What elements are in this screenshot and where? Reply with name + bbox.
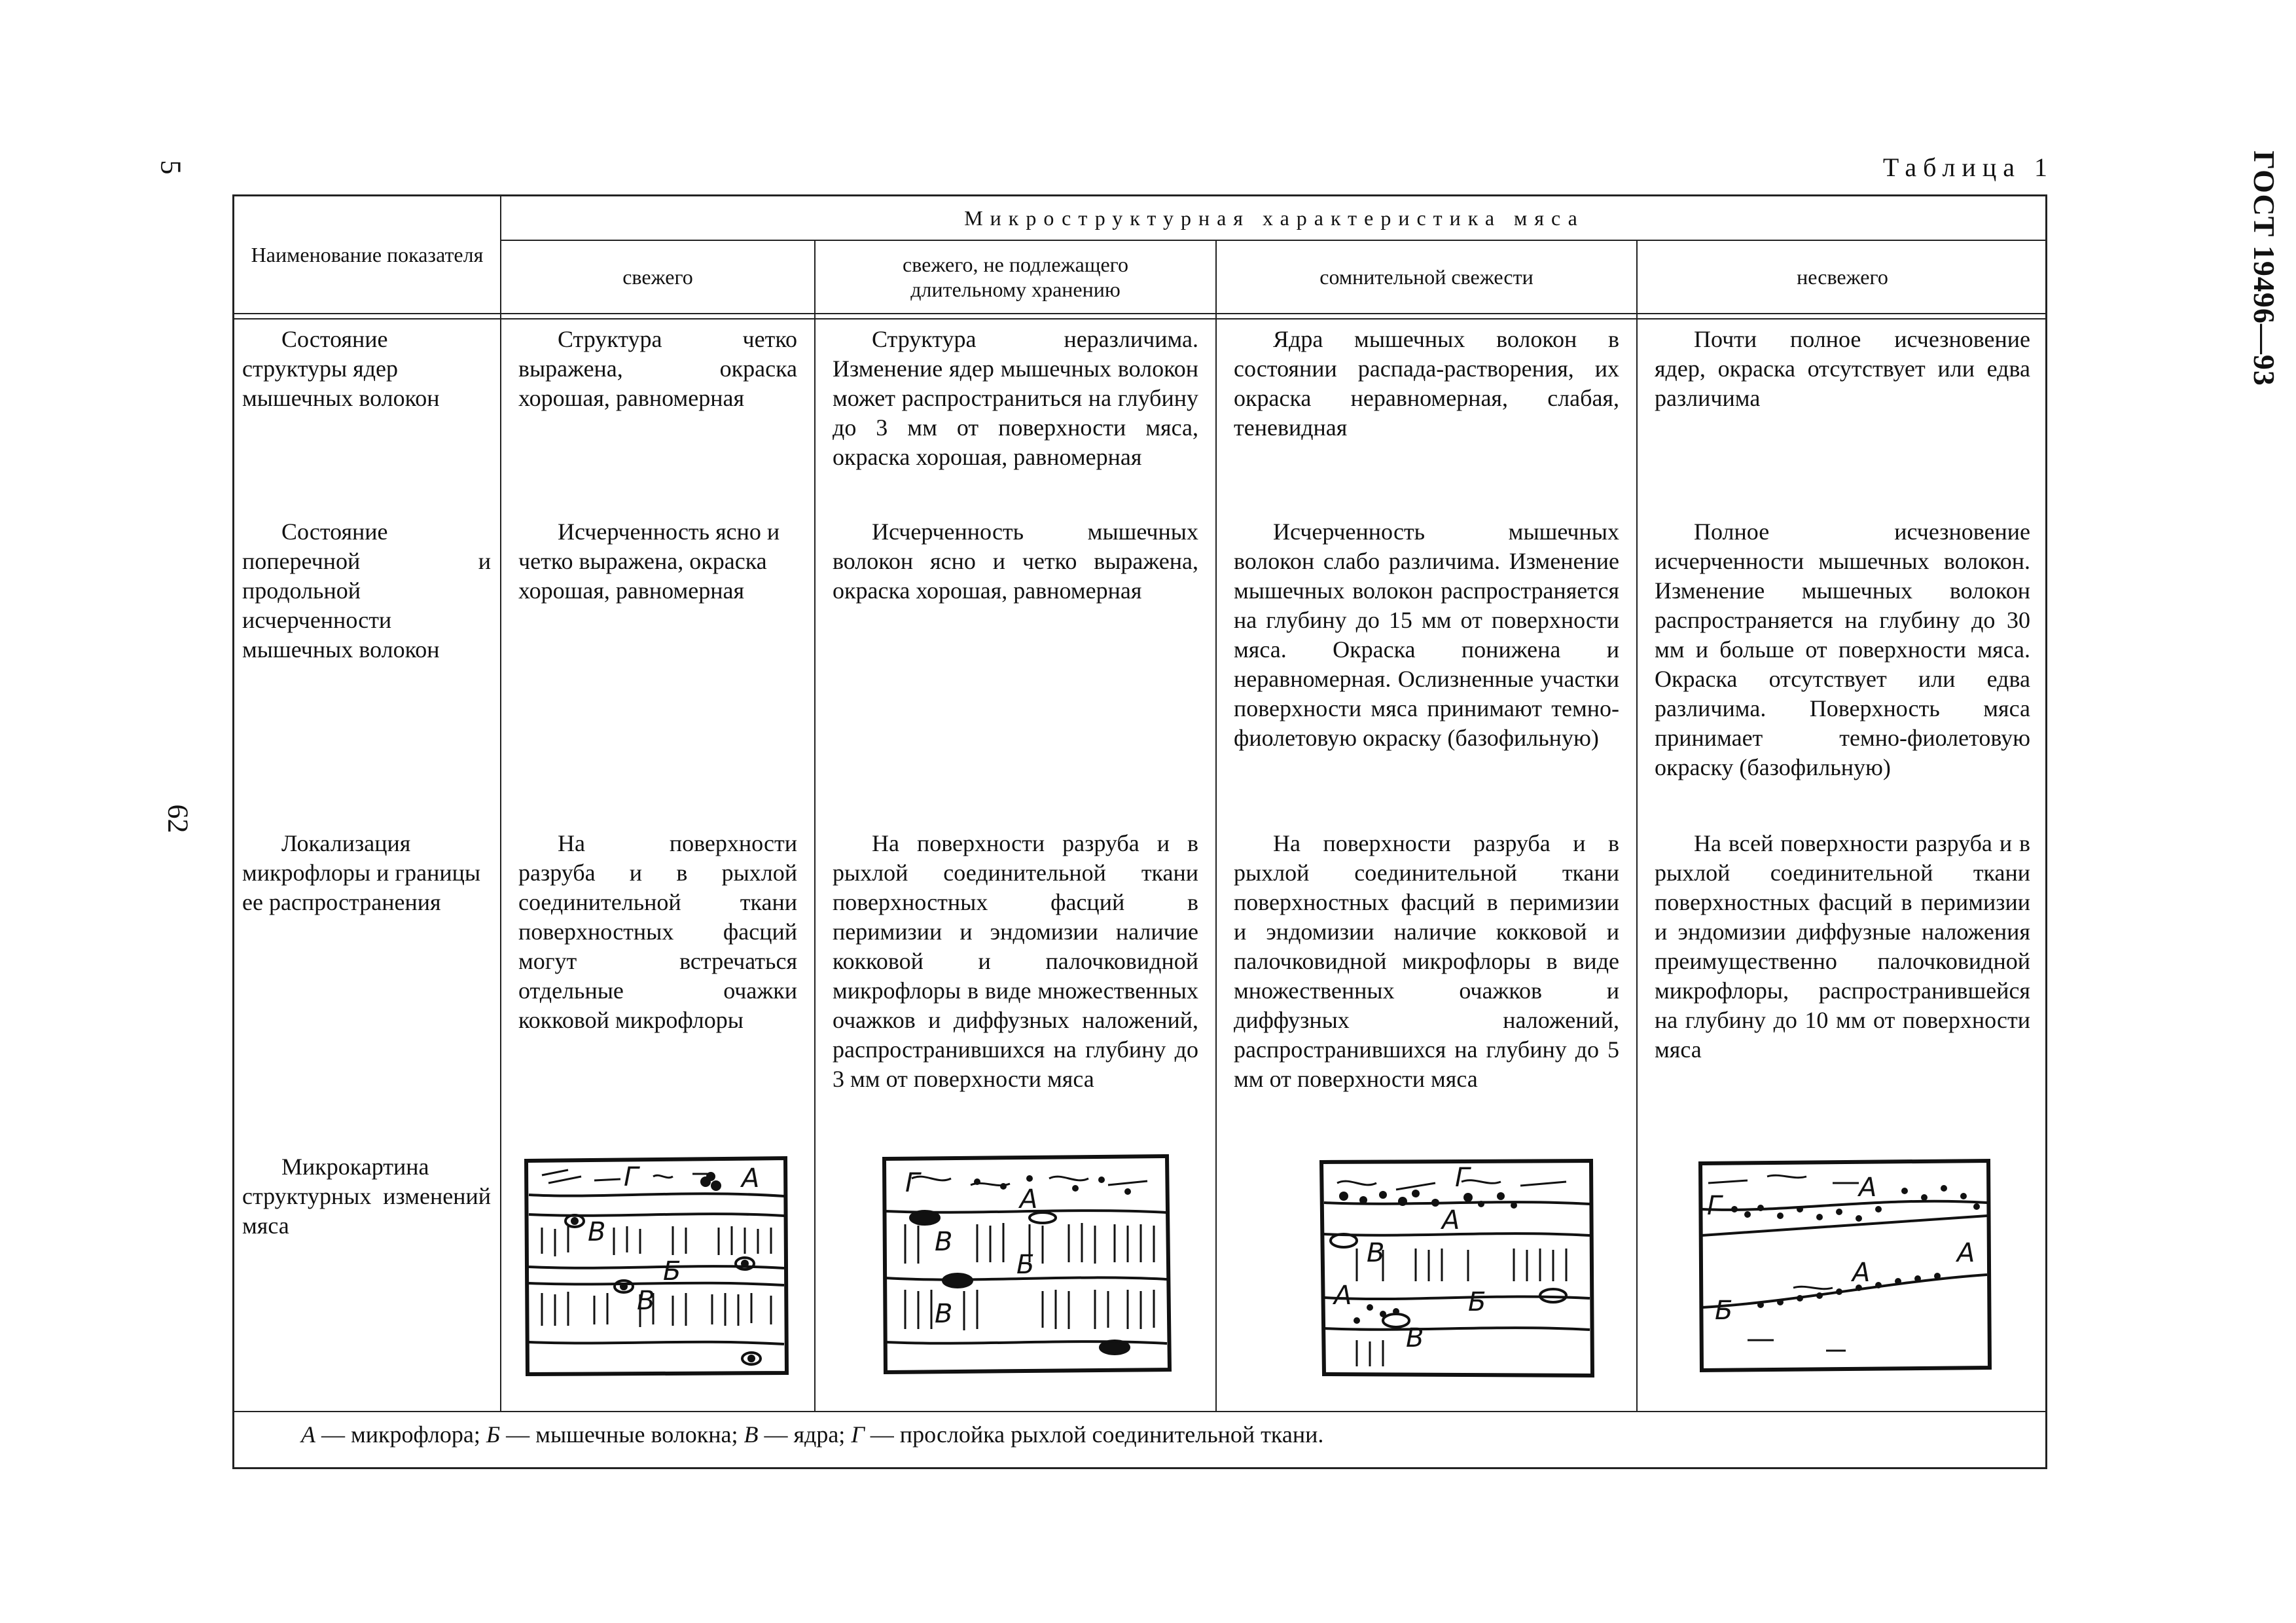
pic4-label-b: Б	[1715, 1296, 1733, 1326]
cell-striation-short-storage: Исчерченность мышечных волокон ясно и четко выражена, окраска хорошая, равномерная	[833, 519, 1198, 604]
row-name-microflora: Локализация микрофлоры и границы ее распространения	[242, 830, 481, 915]
pic2-label-b: Б	[1016, 1250, 1035, 1280]
table-legend	[301, 1421, 1323, 1448]
cell-nuclei-doubtful: Ядра мышечных волокон в состоянии распада-растворения, их окраска неравномерная, слабая, теневидная	[1234, 326, 1619, 441]
pic2-label-v2: В	[935, 1299, 953, 1329]
micro-picture-doubtful	[1318, 1157, 1596, 1379]
header-group: Микроструктурная характеристика мяса	[964, 206, 1585, 230]
cell-microflora-stale: На всей поверхности разруба и в рыхлой соединительной ткани поверхностных фасций в перимизии и эндомизии диффузные наложения преимущественно палочковидной микрофлоры, распространившейся на глубину до 10 мм от поверхности мяса	[1655, 830, 2030, 1063]
pic2-label-v: В	[935, 1227, 953, 1257]
pic1-label-g: Г	[624, 1162, 639, 1192]
legend-text-a: — микрофлора;	[315, 1421, 486, 1448]
legend-letter-v: В	[744, 1421, 759, 1448]
micro-picture-short-storage	[879, 1152, 1174, 1375]
header-indicator: Наименование показателя	[251, 243, 484, 266]
pic1-label-v2: В	[637, 1286, 655, 1316]
pic1-label-b: Б	[663, 1256, 681, 1286]
pic2-label-g: Г	[905, 1168, 920, 1198]
pic2-label-a: А	[1020, 1184, 1038, 1214]
pic3-label-b: Б	[1468, 1287, 1486, 1317]
header-col-short-storage: свежего, не подлежащего длительному хранению	[902, 253, 1128, 301]
page-number-top: 5	[154, 160, 187, 175]
pic4-label-a3: А	[1852, 1258, 1871, 1288]
pic3-label-v2: В	[1406, 1323, 1424, 1353]
pic3-label-a: А	[1442, 1205, 1460, 1235]
pic3-label-v: В	[1367, 1238, 1385, 1268]
standard-code: ГОСТ 19496—93	[2248, 151, 2281, 386]
row-name-nuclei: Состояние структуры ядер мышечных волокон	[242, 326, 440, 411]
pic3-label-a2: А	[1334, 1281, 1352, 1311]
legend-letter-g: Г	[851, 1421, 865, 1448]
cell-microflora-doubtful: На поверхности разруба и в рыхлой соединительной ткани поверхностных фасций в перимизии и эндомизии наличие кокковой и палочковидной микрофлоры в виде множественных очажков и диффузных наложений, распространившихся на глубину до 5 мм от поверхности мяса	[1234, 830, 1619, 1092]
cell-striation-stale: Полное исчезновение исчерченности мышечных волокон. Изменение мышечных волокон распространяется на глубину до 30 мм и больше от поверхности мяса. Окраска отсутствует или едва различима. Поверхность мяса принимает темно-фиолетовую окраску (базофильную)	[1655, 519, 2030, 780]
legend-text-g: — прослойка рыхлой соединительной ткани.	[864, 1421, 1324, 1448]
header-col-doubtful: сомнительной свежести	[1319, 265, 1534, 289]
pic4-label-g: Г	[1707, 1191, 1722, 1221]
pic4-label-a: А	[1859, 1173, 1877, 1203]
pic1-label-a: А	[742, 1163, 760, 1194]
cell-nuclei-short-storage: Структура неразличима. Изменение ядер мышечных волокон может распространиться на глубину до 3 мм от поверхности мяса, окраска хорошая, равномерная	[833, 326, 1198, 470]
row-name-striation: Состояние поперечной и продольной исчерченности мышечных волокон	[242, 519, 491, 663]
table-label: Таблица 1	[1882, 153, 2054, 182]
header-col-stale: несвежего	[1797, 265, 1888, 289]
pic1-label-v: В	[588, 1217, 606, 1247]
micro-picture-fresh	[522, 1156, 791, 1377]
legend-text-b: — мышечные волокна;	[500, 1421, 744, 1448]
micro-characteristics-table	[232, 194, 2047, 1469]
cell-striation-doubtful: Исчерченность мышечных волокон слабо различима. Изменение мышечных волокон распространяется на глубину до 15 мм от поверхности мяса. Окраска понижена и неравномерная. Ослизненные участки поверхности мяса принимают темно-фиолетовую окраску (базофильную)	[1234, 519, 1619, 751]
cell-nuclei-stale: Почти полное исчезновение ядер, окраска отсутствует или едва различима	[1655, 326, 2030, 411]
legend-letter-a: А	[301, 1421, 315, 1448]
legend-text-v: — ядра;	[758, 1421, 852, 1448]
cell-striation-fresh: Исчерченность ясно и четко выражена, окраска хорошая, равномерная	[518, 519, 780, 604]
micro-picture-stale	[1695, 1157, 1993, 1373]
legend-letter-b: Б	[486, 1421, 501, 1448]
pic4-label-a2: А	[1957, 1238, 1975, 1268]
cell-microflora-short-storage: На поверхности разруба и в рыхлой соединительной ткани поверхностных фасций в перимизии и эндомизии наличие кокковой и палочковидной микрофлоры в виде множественных очажков и диффузных наложений, распространившихся на глубину до 3 мм от поверхности мяса	[833, 830, 1198, 1092]
page-number-middle: 62	[162, 804, 194, 833]
cell-microflora-fresh: На поверхности разруба и в рыхлой соединительной ткани поверхностных фасций могут встречаться отдельные очажки кокковой микрофлоры	[518, 830, 797, 1033]
row-name-micropicture: Микрокартина структурных изменений мяса	[242, 1154, 491, 1239]
cell-nuclei-fresh: Структура четко выражена, окраска хорошая, равномерная	[518, 326, 797, 411]
pic3-label-g: Г	[1455, 1163, 1470, 1193]
header-col-fresh: свежего	[622, 265, 693, 289]
